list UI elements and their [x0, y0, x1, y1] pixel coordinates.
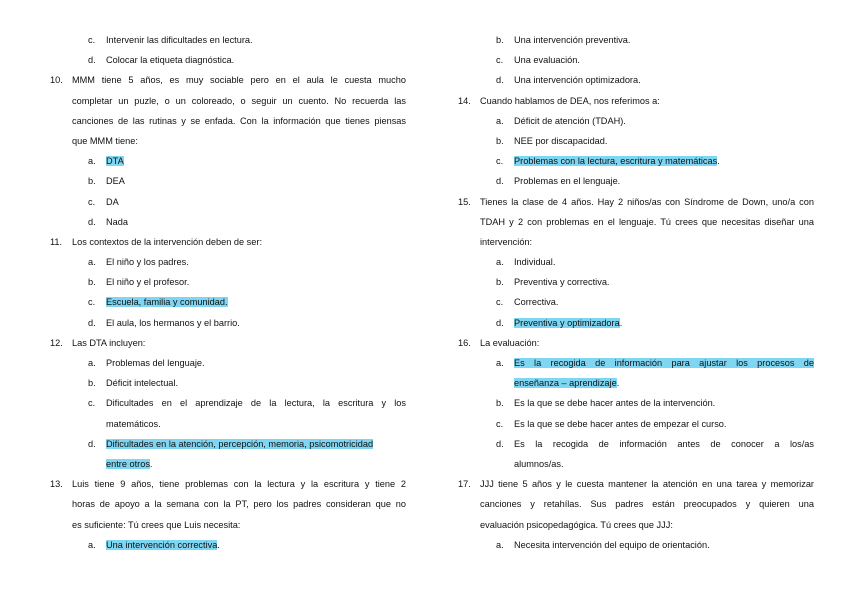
q14-option-c: c. Problemas con la lectura, escritura y matemáticas.: [496, 156, 720, 167]
q11-option-c: c. Escuela, familia y comunidad.: [88, 297, 228, 308]
q10-stem-line-4: que MMM tiene:: [72, 135, 138, 146]
q13-stem-line-3: es suficiente: Tú crees que Luis necesita:: [72, 519, 241, 530]
q12-option-d: d. Dificultades en la atención, percepción, memoria, psicomotricidad: [88, 438, 374, 449]
q9-option-c: c. Intervenir las dificultades en lectura.: [88, 35, 253, 45]
q16-option-b: b. Es la que se debe hacer antes de la intervención.: [496, 398, 716, 409]
q15-option-c: c. Correctiva.: [496, 297, 559, 308]
q16-option-d-cont: alumnos/as.: [514, 458, 564, 469]
q14-stem: 14. Cuando hablamos de DEA, nos referimos a:: [458, 95, 660, 106]
q12-option-b: b. Déficit intelectual.: [88, 378, 179, 389]
q17-stem-line-3: evaluación psicopedagógica. Tú crees que JJJ:: [480, 519, 673, 530]
highlighted-answer: entre otros: [106, 458, 150, 469]
q10-option-d: d. Nada: [88, 216, 128, 227]
q11-option-a: a. El niño y los padres.: [88, 257, 189, 268]
q12-option-c-cont: matemáticos.: [106, 418, 161, 429]
q10-option-a: a. DTA: [88, 156, 124, 167]
highlighted-answer: Dificultades en la atención, percepción, memoria, psicomotricidad: [106, 438, 374, 449]
q13-option-b: b. Una intervención preventiva.: [496, 35, 631, 45]
q14-option-d: d. Problemas en el lenguaje.: [496, 176, 621, 187]
q12-option-c: c. Dificultades en el aprendizaje de la lectura, la escritura y los: [88, 398, 406, 409]
q15-option-a: a. Individual.: [496, 257, 556, 268]
q10-option-b: b. DEA: [88, 176, 125, 187]
q17-stem-line-2: canciones y retahílas. Sus padres están preocupados y quieren una: [480, 499, 814, 510]
q15-option-b: b. Preventiva y correctiva.: [496, 277, 610, 288]
q16-stem: 16. La evaluación:: [458, 337, 540, 348]
q16-option-d: d. Es la recogida de información antes de conocer a los/as: [496, 438, 814, 449]
q16-option-a: a. Es la recogida de información para ajustar los procesos de: [496, 358, 814, 368]
q15-option-d: d. Preventiva y optimizadora.: [496, 317, 623, 328]
q14-option-a: a. Déficit de atención (TDAH).: [496, 115, 626, 126]
right-column: [458, 30, 814, 555]
q15-stem-line-1: 15. Tienes la clase de 4 años. Hay 2 niños/as con Síndrome de Down, uno/a con: [458, 196, 814, 207]
q17-stem-line-1: 17. JJJ tiene 5 años y le cuesta mantener la atención en una tarea y memorizar: [458, 479, 814, 490]
left-column: [50, 30, 406, 555]
highlighted-answer: Es la recogida de información para ajustar los procesos de: [514, 358, 814, 368]
q12-stem: 12. Las DTA incluyen:: [50, 337, 146, 348]
q16-option-a-cont: enseñanza – aprendizaje.: [514, 378, 620, 389]
q10-option-c: c. DA: [88, 196, 119, 207]
q11-option-d: d. El aula, los hermanos y el barrio.: [88, 317, 240, 328]
q10-stem-line-3: canciones de las rutinas y se enfada. Con la información que tienes piensas: [72, 115, 406, 126]
q9-option-d: d. Colocar la etiqueta diagnóstica.: [88, 55, 235, 66]
highlighted-answer: Escuela, familia y comunidad.: [106, 297, 228, 308]
q14-option-b: b. NEE por discapacidad.: [496, 135, 608, 146]
q17-option-a: a. Necesita intervención del equipo de orientación.: [496, 539, 710, 550]
q12-option-d-cont: entre otros.: [106, 458, 153, 469]
q13-option-a: a. Una intervención correctiva.: [88, 539, 220, 550]
q11-option-b: b. El niño y el profesor.: [88, 277, 190, 288]
q13-stem-line-2: horas de apoyo a la semana con la PT, pero los padres consideran que no: [72, 499, 406, 510]
highlighted-answer: enseñanza – aprendizaje: [514, 378, 617, 389]
highlighted-answer: Problemas con la lectura, escritura y matemáticas: [514, 156, 718, 167]
q11-stem: 11. Los contextos de la intervención deben de ser:: [50, 236, 262, 247]
q13-stem-line-1: 13. Luis tiene 9 años, tiene problemas con la lectura y la escritura y tiene 2: [50, 479, 406, 490]
q10-stem-line-1: 10. MMM tiene 5 años, es muy sociable pero en el aula le cuesta mucho: [50, 75, 406, 86]
highlighted-answer: Una intervención correctiva: [106, 539, 218, 550]
highlighted-answer: DTA: [106, 156, 124, 167]
q13-option-c: c. Una evaluación.: [496, 55, 580, 66]
q15-stem-line-2: TDAH y 2 con problemas en el lenguaje. Tú crees que necesitas diseñar una: [480, 216, 814, 227]
q10-stem-line-2: completar un puzle, o un coloreado, o seguir un cuento. No recuerda las: [72, 95, 406, 106]
q16-option-c: c. Es la que se debe hacer antes de empezar el curso.: [496, 418, 727, 429]
q12-option-a: a. Problemas del lenguaje.: [88, 358, 205, 368]
q15-stem-line-3: intervención:: [480, 236, 533, 247]
q13-option-d: d. Una intervención optimizadora.: [496, 75, 641, 86]
highlighted-answer: Preventiva y optimizadora: [514, 317, 620, 328]
